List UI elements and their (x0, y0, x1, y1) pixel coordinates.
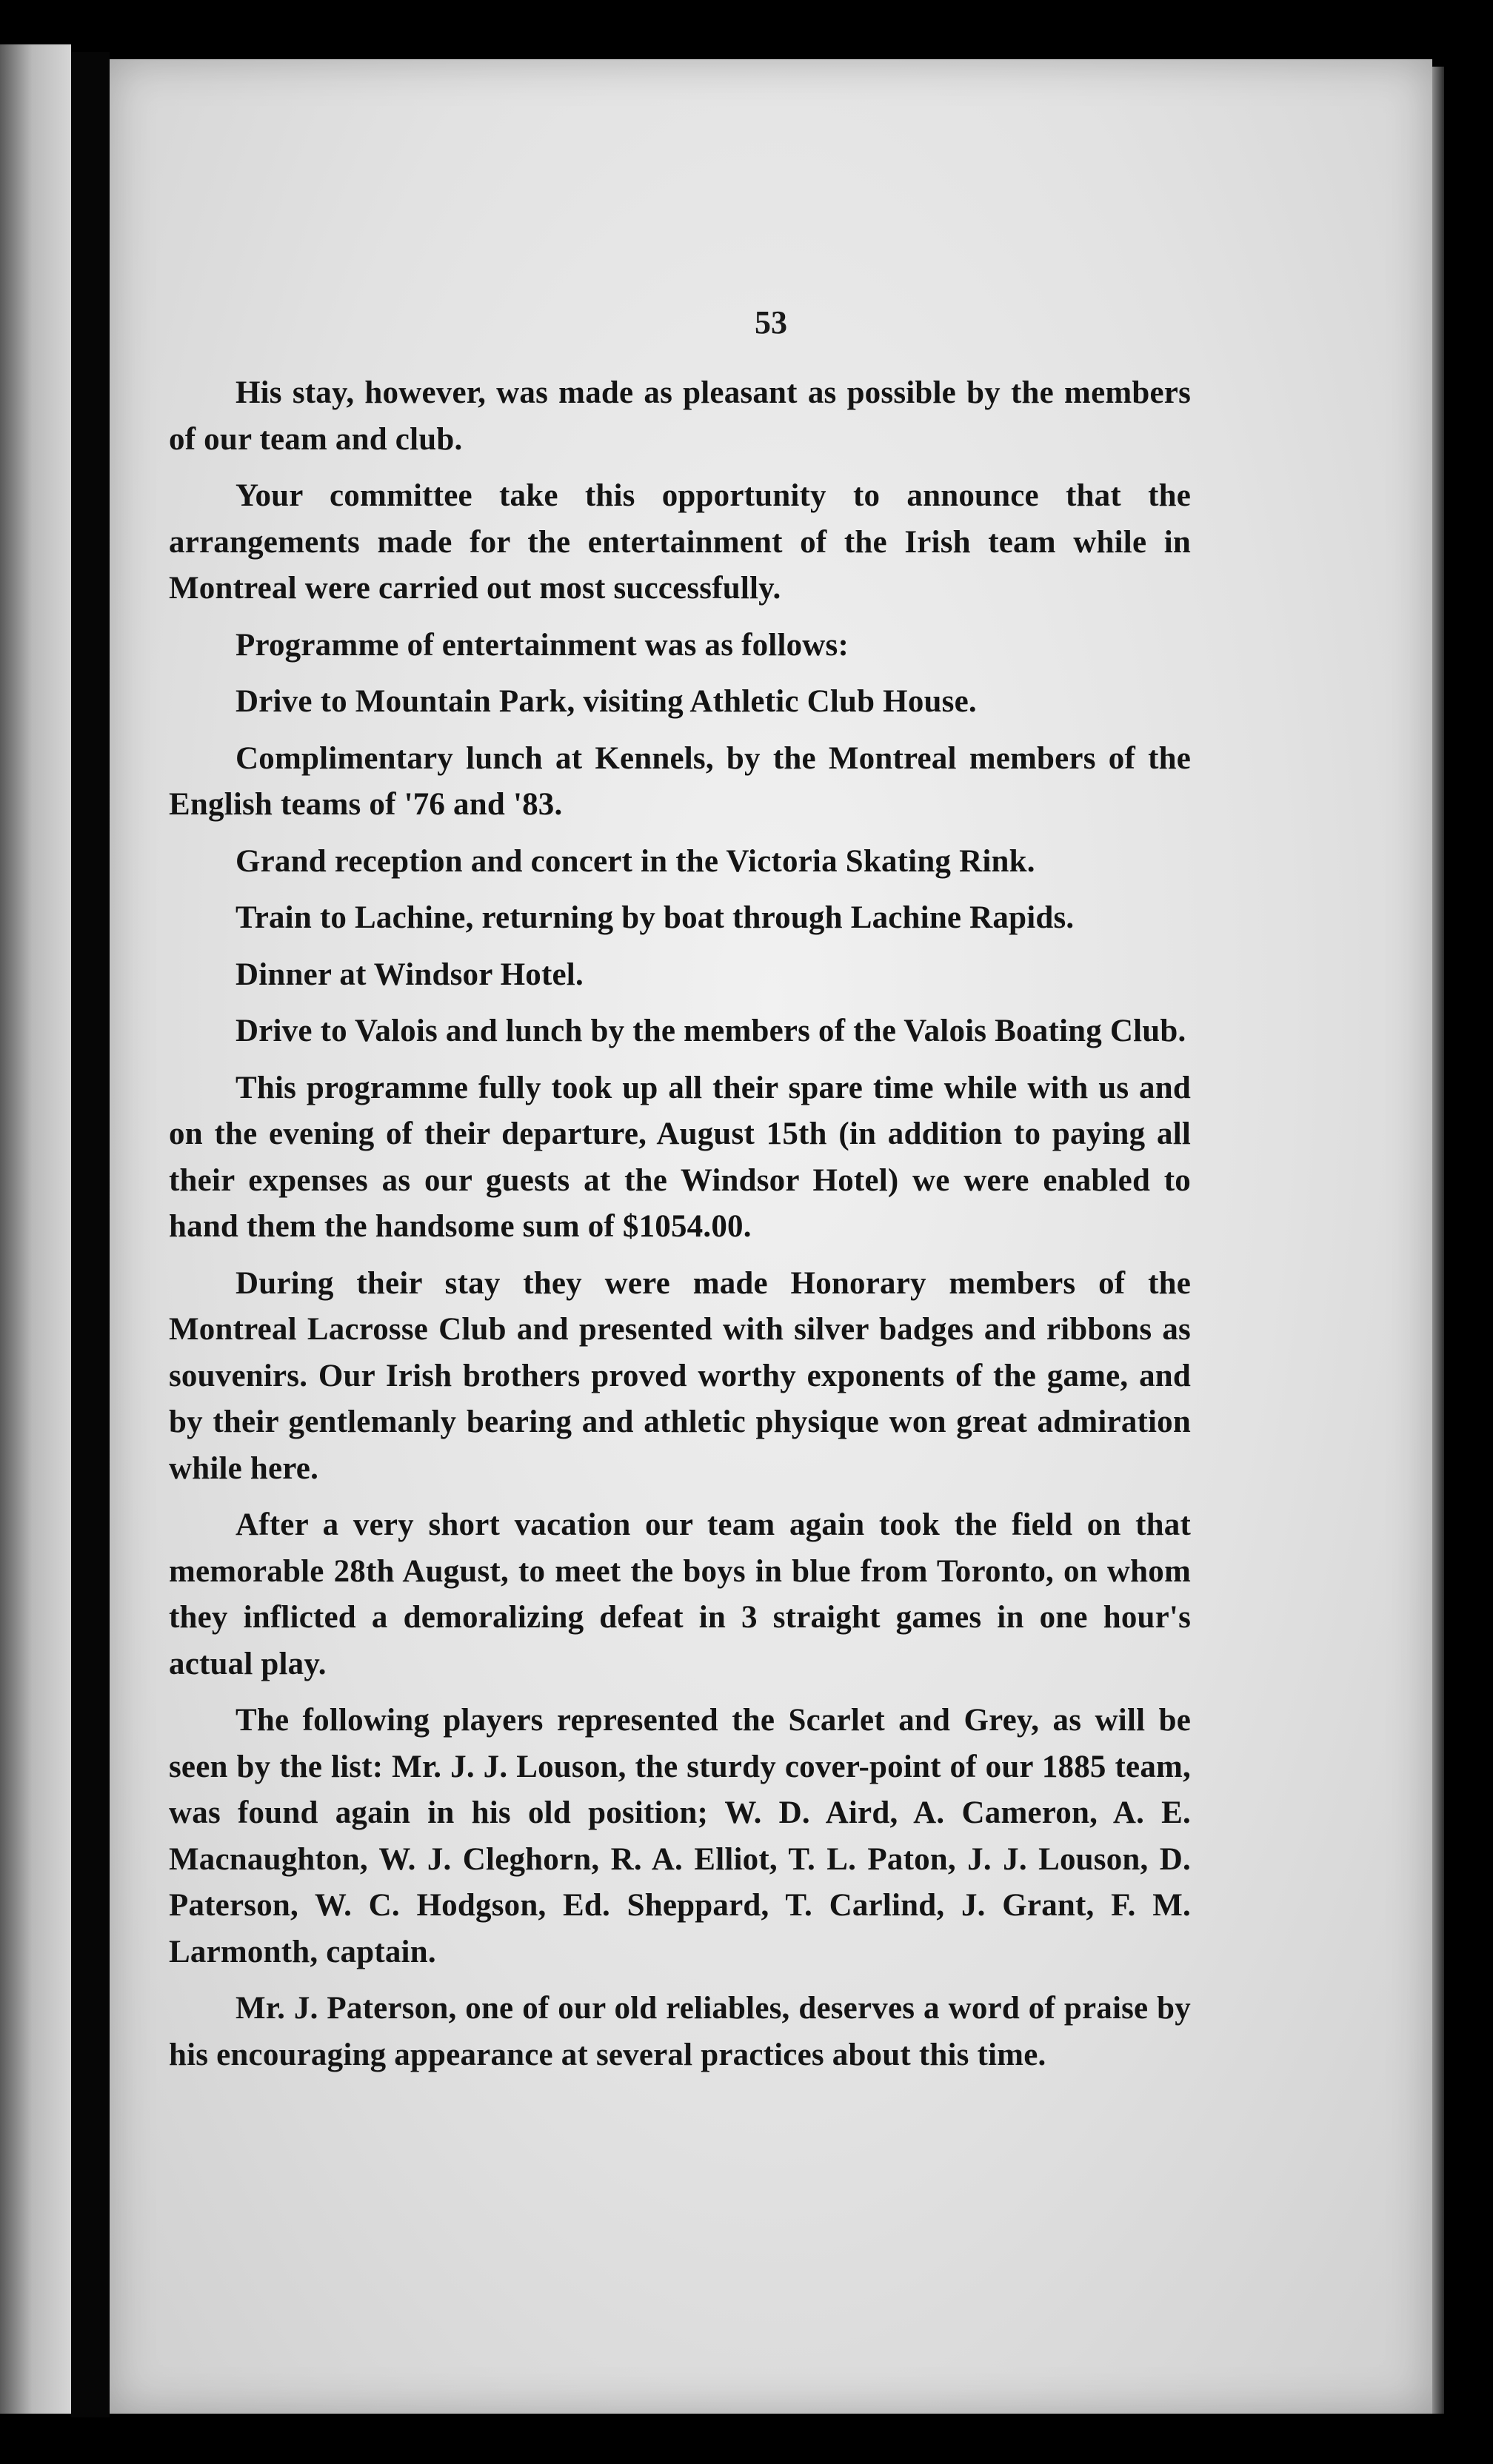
programme-item: Grand reception and concert in the Victoria Skating Rink. (236, 843, 1035, 879)
paragraph: During their stay they were made Honorary members of the Montreal Lacrosse Club and presented with silver badges and ribbons as souvenirs. Our Irish brothers proved worthy exponents of the game, and by their gentlemanly bearing and athletic physique won great admiration while here. (169, 1265, 1191, 1486)
page-edge-shadow (1432, 67, 1444, 2414)
programme-item: Complimentary lunch at Kennels, by the Montreal members of the English teams of '76 and '83. (169, 740, 1191, 822)
facing-page-edge (0, 44, 71, 2414)
paragraph: Your committee take this opportunity to announce that the arrangements made for the entertainment of the Irish team while in Montreal were carried out most successfully. (169, 478, 1191, 606)
book-gutter (71, 52, 110, 2417)
programme-item: Train to Lachine, returning by boat through Lachine Rapids. (236, 900, 1075, 935)
programme-item: Drive to Mountain Park, visiting Athletic Club House. (236, 684, 977, 719)
programme-item: Dinner at Windsor Hotel. (236, 957, 584, 992)
page-number: 53 (755, 304, 787, 341)
paragraph: The following players represented the Scarlet and Grey, as will be seen by the list: Mr. J. J. Louson, the sturdy cover-point of our 1885 team, was found again in his old position; W. D. Aird, A. Cameron, A. E. Macnaughton, W. J. Cleghorn, R. A. Elliot, T. L. Paton, J. J. Louson, D. Paterson, W. C. Hodgson, Ed. Sheppard, T. Carlind, J. Grant, F. M. Larmonth, captain. (169, 1703, 1191, 1969)
paragraph: This programme fully took up all their spare time while with us and on the evening of their departure, August 15th (in addition to paying all their expenses as our guests at the Windsor Hotel) we were enabled to hand them the handsome sum of $1054.00. (169, 1070, 1191, 1244)
paragraph: Programme of entertainment was as follows: (236, 627, 849, 663)
paragraph: Mr. J. Paterson, one of our old reliables, deserves a word of praise by his encouraging appearance at several practices about this time. (169, 1991, 1191, 2072)
programme-item: Drive to Valois and lunch by the members of the Valois Boating Club. (236, 1014, 1186, 1048)
page-body-text (169, 370, 1191, 2089)
paragraph: After a very short vacation our team again took the field on that memorable 28th August, to meet the boys in blue from Toronto, on whom they inflicted a demoralizing defeat in 3 straight games in one hour's actual play. (169, 1507, 1191, 1681)
paragraph: His stay, however, was made as pleasant as possible by the members of our team and club. (169, 375, 1191, 457)
